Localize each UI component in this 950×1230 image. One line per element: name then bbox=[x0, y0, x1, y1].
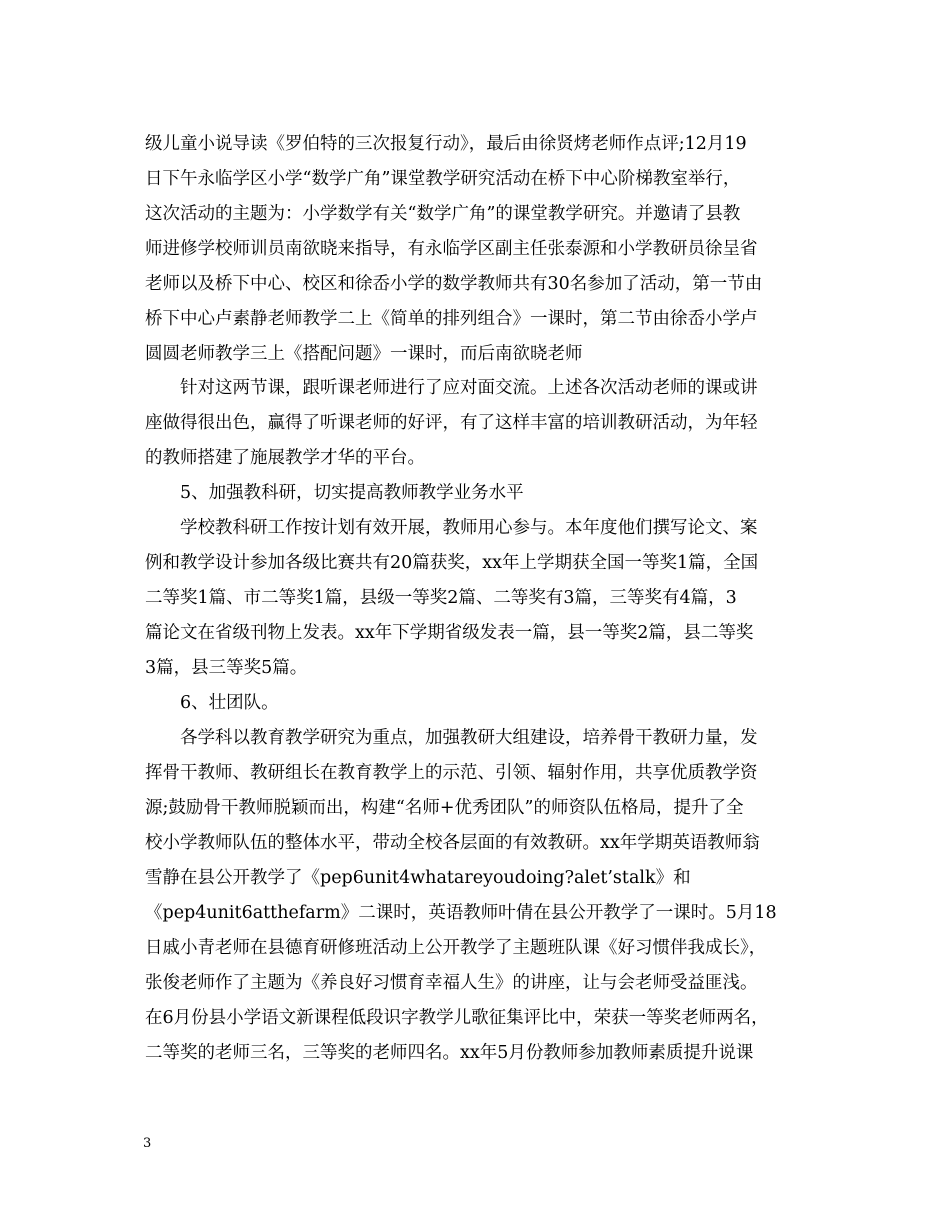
paragraph-first-line: 针对这两节课，跟听课老师进行了应对面交流。上述各次活动老师的课或讲 bbox=[180, 378, 758, 398]
text-line: 师进修学校师训员南欲晓来指导，有永临学区副主任张泰源和小学教研员徐呈省 bbox=[145, 239, 758, 259]
paragraph-first-line: 各学科以教育教学研究为重点，加强教研大组建设，培养骨干教研力量，发 bbox=[180, 728, 758, 748]
text-line: 座做得很出色，赢得了听课老师的好评，有了这样丰富的培训教研活动，为年轻 bbox=[145, 413, 758, 433]
text-line: 源;鼓励骨干教师脱颖而出，构建“名师+优秀团队”的师资队伍格局，提升了全 bbox=[145, 798, 744, 818]
page-number: 3 bbox=[143, 1136, 152, 1151]
text-line: 《pep4unit6atthefarm》二课时，英语教师叶倩在县公开教学了一课时。5月18 bbox=[145, 903, 777, 923]
text-line: 级儿童小说导读《罗伯特的三次报复行动》，最后由徐贤烤老师作点评;12月19 bbox=[145, 134, 747, 154]
section-heading: 6、壮团队。 bbox=[180, 693, 279, 713]
text-line: 日戚小青老师在县德育研修班活动上公开教学了主题班队课《好习惯伴我成长》， bbox=[145, 938, 767, 958]
text-line: 校小学教师队伍的整体水平，带动全校各层面的有效教研。xx年学期英语教师翁 bbox=[145, 833, 760, 853]
paragraph-first-line: 学校教科研工作按计划有效开展，教师用心参与。本年度他们撰写论文、案 bbox=[180, 518, 758, 538]
text-line: 二等奖1篇、市二等奖1篇，县级一等奖2篇、二等奖有3篇，三等奖有4篇，3 bbox=[145, 588, 737, 608]
text-line: 3篇，县三等奖5篇。 bbox=[145, 658, 308, 678]
text-line: 这次活动的主题为：小学数学有关“数学广角”的课堂教学研究。并邀请了县教 bbox=[145, 204, 741, 224]
text-line: 老师以及桥下中心、校区和徐岙小学的数学教师共有30名参加了活动，第一节由 bbox=[145, 274, 763, 294]
text-line: 挥骨干教师、教研组长在教育教学上的示范、引领、辐射作用，共享优质教学资 bbox=[145, 763, 758, 783]
text-line: 雪静在县公开教学了《pep6unit4whatareyoudoing?alet’stalk》和 bbox=[145, 868, 691, 888]
text-line: 圆圆老师教学三上《搭配问题》一课时，而后南欲晓老师 bbox=[145, 344, 583, 364]
text-line: 日下午永临学区小学“数学广角”课堂教学研究活动在桥下中心阶梯教室举行， bbox=[145, 169, 741, 189]
text-line: 篇论文在省级刊物上发表。xx年下学期省级发表一篇，县一等奖2篇，县二等奖 bbox=[145, 623, 754, 643]
section-heading: 5、加强教科研，切实提高教师教学业务水平 bbox=[180, 483, 524, 503]
text-line: 张俊老师作了主题为《养良好习惯育幸福人生》的讲座，让与会老师受益匪浅。 bbox=[145, 973, 758, 993]
text-line: 桥下中心卢素静老师教学二上《简单的排列组合》一课时，第二节由徐岙小学卢 bbox=[145, 309, 758, 329]
text-line: 例和教学设计参加各级比赛共有20篇获奖，xx年上学期获全国一等奖1篇，全国 bbox=[145, 553, 759, 573]
text-line: 的教师搭建了施展教学才华的平台。 bbox=[145, 448, 425, 468]
text-line: 在6月份县小学语文新课程低段识字教学儿歌征集评比中，荣获一等奖老师两名， bbox=[145, 1008, 769, 1028]
text-line: 二等奖的老师三名，三等奖的老师四名。xx年5月份教师参加教师素质提升说课 bbox=[145, 1043, 754, 1063]
